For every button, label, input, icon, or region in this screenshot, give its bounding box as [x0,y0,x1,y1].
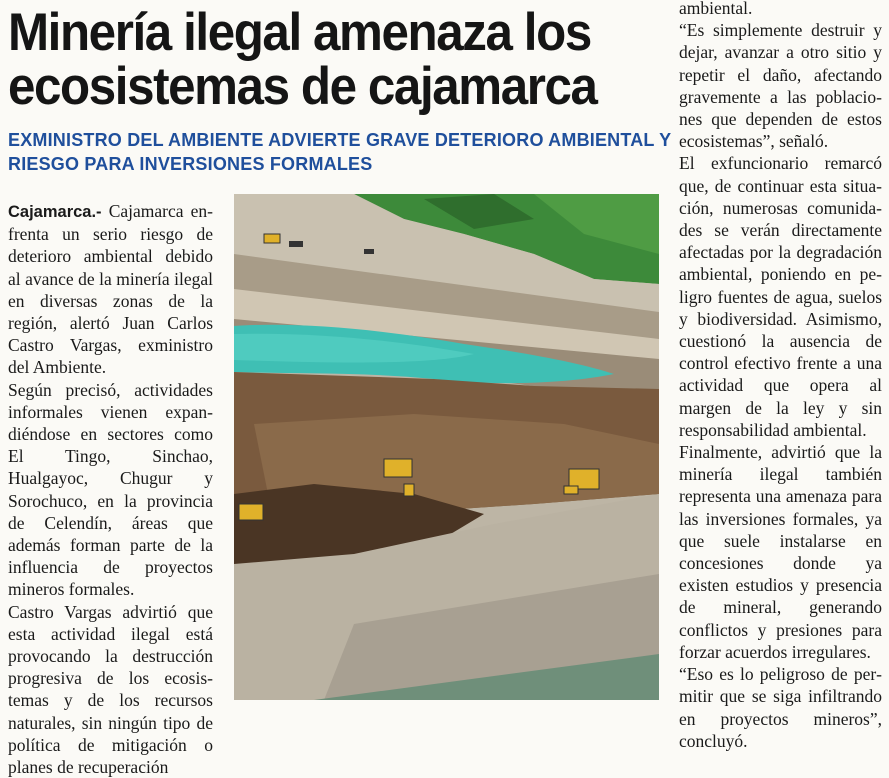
subheadline-line-1: EXMINISTRO DEL AMBIENTE ADVIERTE GRAVE DETERIORO AMBIENTAL Y [8,130,672,150]
mining-site-photo [234,194,659,700]
paragraph-text: Cajamarca enfrenta un serio riesgo de deterioro ambiental debido al avance de la minería ilegal en diversas zonas de la región, alertó Juan Carlos Castro Vargas, exministro del Ambiente. [8,201,213,378]
paragraph: “Es simplemente destruir y dejar, avanzar a otro sitio y repetir el daño, afectando gravemente a las poblaciones que dependen de estos ecosistemas”, señaló. [679,20,882,152]
paragraph: El exfuncionario remarcó que, de continuar esta situación, numerosas comunidades se verán directamente afectadas por la degradación ambiental, poniendo en peligro fuentes de agua, suelos y biodiversidad. Asimismo, cuestionó la ausencia de control efectivo frente a una actividad que opera al margen de la ley y sin responsabilidad ambiental. [679,153,882,440]
article-column-3 [679,0,882,752]
headline [8,3,613,116]
paragraph: Según precisó, actividades informales vienen expandiéndose en sectores como El Tingo, Sinchao, Hualgayoc, Chugur y Sorochuco, en la provincia de Celendín, áreas que además forman parte de la influencia de proyectos mineros formales. [8,379,213,600]
paragraph: “Eso es lo peligroso de permitir que se siga infiltrando en proyectos mineros”, concluyó. [679,664,882,751]
paragraph: Finalmente, advirtió que la minería ilegal también representa una amenaza para las inversiones formales, ya que suele instalarse en concesiones donde ya existen estudios y presencia de mineral, generando conflictos y presiones para forzar acuerdos irregulares. [679,442,882,662]
paragraph: ambiental. [679,0,753,18]
headline-line-1: Minería ilegal amenaza los [8,3,591,62]
aerial-mining-pit-photo-icon [234,194,659,700]
paragraph [8,200,213,379]
dateline: Cajamarca.- [8,203,102,221]
headline-line-2: ecosistemas de cajamarca [8,57,597,116]
paragraph: Castro Vargas advirtió que esta actividad ilegal está provocando la destrucción progresiva de los ecosistemas y de los recursos naturales, sin ningún tipo de política de mitigación o planes de recuperación [8,601,213,778]
article-column-1 [8,200,213,778]
subheadline [8,128,672,176]
subheadline-line-2: RIESGO PARA INVERSIONES FORMALES [8,154,373,174]
